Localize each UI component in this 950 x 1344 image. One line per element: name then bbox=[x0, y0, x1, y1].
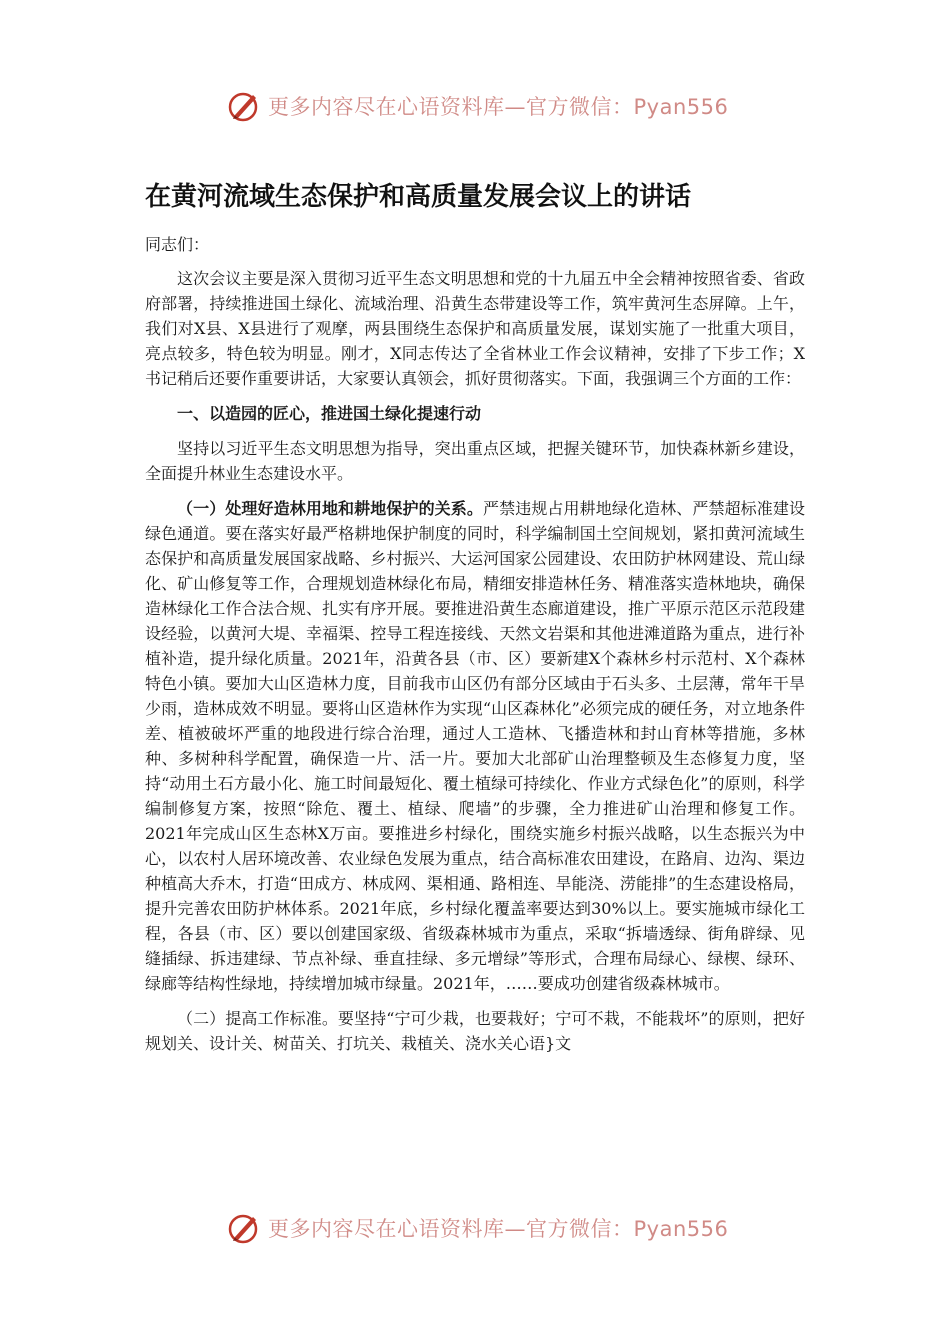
subsection-1 bbox=[145, 496, 805, 996]
subsection-1-lead: （一）处理好造林用地和耕地保护的关系。 bbox=[177, 499, 483, 518]
section-heading-1: 一、以造园的匠心，推进国土绿化提速行动 bbox=[177, 404, 482, 423]
intro-paragraph: 这次会议主要是深入贯彻习近平生态文明思想和党的十九届五中全会精神按照省委、省政府部署，持续推进国土绿化、流域治理、沿黄生态带建设等工作，筑牢黄河生态屏障。上午，我们对X县、X县进行了观摩，两县围绕生态保护和高质量发展，谋划实施了一批重大项目，亮点较多，特色较为明显。刚才，X同志传达了全省林业工作会议精神，安排了下步工作；X书记稍后还要作重要讲话，大家要认真领会，抓好贯彻落实。下面，我强调三个方面的工作： bbox=[145, 269, 805, 388]
salutation: 同志们： bbox=[145, 235, 210, 254]
pen-logo-icon bbox=[226, 1210, 262, 1246]
subsection-1-body: 严禁违规占用耕地绿化造林、严禁超标准建设绿色通道。要在落实好最严格耕地保护制度的同时，科学编制国土空间规划，紧扣黄河流域生态保护和高质量发展国家战略、乡村振兴、大运河国家公园建设、农田防护林网建设、荒山绿化、矿山修复等工作，合理规划造林绿化布局，精细安排造林任务、精准落实造林地块，确保造林绿化工作合法合规、扎实有序开展。要推进沿黄生态廊道建设，推广平原示范区示范段建设经验，以黄河大堤、幸福渠、控导工程连接线、天然文岩渠和其他进滩道路为重点，进行补植补造，提升绿化质量。2021年，沿黄各县（市、区）要新建X个森林乡村示范村、X个森林特色小镇。要加大山区造林力度，目前我市山区仍有部分区域由于石头多、土层薄，常年干旱少雨，造林成效不明显。要将山区造林作为实现“山区森林化”必须完成的硬任务，对立地条件差、植被破坏严重的地段进行综合治理，通过人工造林、飞播造林和封山育林等措施，多林种、多树种科学配置，确保造一片、活一片。要加大北部矿山治理整顿及生态修复力度，坚持“动用土石方最小化、施工时间最短化、覆土植绿可持续化、作业方式绿色化”的原则，科学编制修复方案，按照“除危、覆土、植绿、爬墙”的步骤，全力推进矿山治理和修复工作。2021年完成山区生态林X万亩。要推进乡村绿化，围绕实施乡村振兴战略，以生态振兴为中心，以农村人居环境改善、农业绿色发展为重点，结合高标准农田建设，在路肩、边沟、渠边种植高大乔木，打造“田成方、林成网、渠相通、路相连、旱能浇、涝能排”的生态建设格局，提升完善农田防护林体系。2021年底，乡村绿化覆盖率要达到30%以上。要实施城市绿化工程，各县（市、区）要以创建国家级、省级森林城市为重点，采取“拆墙透绿、街角辟绿、见缝插绿、拆违建绿、节点补绿、垂直挂绿、多元增绿”等形式，合理布局绿心、绿楔、绿环、绿廊等结构性绿地，持续增加城市绿量。2021年，……要成功创建省级森林城市。 bbox=[145, 499, 805, 993]
subsection-2: （二）提高工作标准。要坚持“宁可少栽，也要栽好；宁可不栽，不能栽坏”的原则，把好规划关、设计关、树苗关、打坑关、栽植关、浇水关心语}文 bbox=[145, 1009, 805, 1053]
document-title: 在黄河流域生态保护和高质量发展会议上的讲话 bbox=[145, 182, 692, 212]
paragraph-1: 坚持以习近平生态文明思想为指导，突出重点区域，把握关键环节，加快森林新乡建设，全面提升林业生态建设水平。 bbox=[145, 439, 805, 483]
watermark-text: 更多内容尽在心语资料库—官方微信：Pyan556 bbox=[268, 95, 729, 119]
watermark-text: 更多内容尽在心语资料库—官方微信：Pyan556 bbox=[268, 1217, 729, 1241]
document-body bbox=[145, 232, 805, 1066]
watermark-banner-top bbox=[226, 86, 746, 126]
watermark-banner-bottom bbox=[226, 1208, 746, 1248]
pen-logo-icon bbox=[226, 88, 262, 124]
